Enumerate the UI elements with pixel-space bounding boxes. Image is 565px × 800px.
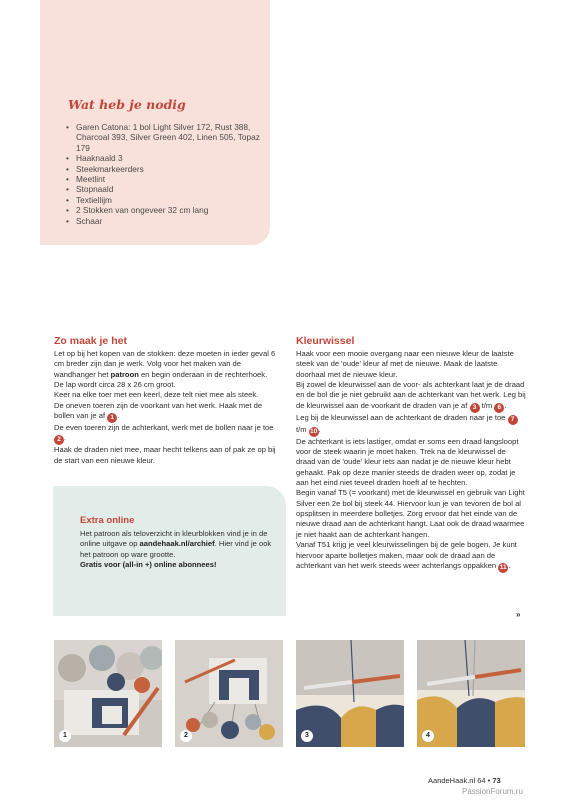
archive-link[interactable]: aandehaak.nl/archief <box>139 539 215 549</box>
list-item: • Meetlint <box>64 174 264 184</box>
step-number-badge: 10 <box>310 427 318 435</box>
photo-number-badge: 4 <box>422 730 434 742</box>
materials-title: Wat heb je nodig <box>68 97 186 112</box>
color-change-paragraph: Bij zowel de kleurwissel aan de voor- als achterkant laat je de draad en de bol die je niet gebruikt aan de achterkant van het werk. Leg bij de kleurwissel aan de voorkant de draden van je af 3 t/m 6 . <box>296 380 526 411</box>
howto-paragraph: Let op bij het kopen van de stokken: deze moeten in ieder geval 6 cm breder zijn dan je werk. Volg voor het maken van de wandhanger het patroon en begin onderaan in de rechterhoek. De lap wordt circa 28 x 26 cm groot. <box>54 349 276 390</box>
extra-online-title: Extra online <box>80 515 135 526</box>
howto-paragraph: De oneven toeren zijn de voorkant van het werk. Haak met de bollen van je af 1 . <box>54 400 263 422</box>
page-number: 73 <box>492 776 501 785</box>
list-item: • Stopnaald <box>64 184 264 194</box>
list-item: • Textiellijm <box>64 195 264 205</box>
color-change-paragraph: Vanaf T51 krijg je veel kleurwisselingen bij de gele bogen. Je kunt hiervoor aparte bolletjes maken, maar ook de draad aan de achterkant van het werk steeds weer achterlangs oppakken 11 . <box>296 540 517 571</box>
step-photo-4 <box>417 640 525 747</box>
watermark: PassionForum.ru <box>462 787 523 796</box>
howto-paragraph: Haak de draden niet mee, maar hecht telkens aan of pak ze op bij de start van een nieuwe kleur. <box>54 445 276 465</box>
photo-number-badge: 1 <box>59 730 71 742</box>
step-number-badge: 1 <box>107 413 117 423</box>
photo-number-badge: 2 <box>180 730 192 742</box>
continue-arrow: » <box>516 610 521 619</box>
list-item: • 2 Stokken van ongeveer 32 cm lang <box>64 205 264 215</box>
color-change-column <box>296 335 526 573</box>
step-number-badge: 6 <box>494 403 504 413</box>
color-change-paragraph: De achterkant is iets lastiger, omdat er soms een draad langsloopt voor de steek waarin je moet haken. Trek na de kleurwissel de draad van de 'oude' kleur iets aan nadat je de nieuwe kleur hebt gehaakt. Pak op deze manier steeds de draden weer op, zodat je aan het eind niet teveel draden hoeft af te hechten. <box>296 436 519 488</box>
howto-paragraph: De even toeren zijn de achterkant, werk met de bollen naar je toe 2 . <box>54 423 274 444</box>
list-item: • Schaar <box>64 216 264 226</box>
subscriber-note: Gratis voor (all-in +) online abonnees! <box>80 560 217 570</box>
step-number-badge: 11 <box>499 563 507 571</box>
materials-list <box>64 122 264 226</box>
color-change-paragraph: Haak voor een mooie overgang naar een nieuwe kleur de laatste steek van de 'oude' kleur af met de nieuwe. Maak de laatste doorhaal met de nieuwe kleur. <box>296 349 514 379</box>
footer-separator: • <box>487 776 491 785</box>
color-change-paragraph: Begin vanaf T5 (= voorkant) met de kleurwissel en gebruik van Light Silver een 2e bol bij steek 44. Hiervoor kun je van tevoren de bol al opsplitsen in meerdere bolletjes. Zorg ervoor dat het einde van de nieuwe draad aan de achterkant hangt. Laat ook de draad waarmee je niet haakt aan de achterkant hangen. <box>296 488 525 539</box>
pattern-term: patroon <box>110 369 139 379</box>
step-photo-2 <box>175 640 283 747</box>
step-number-badge: 3 <box>470 403 480 413</box>
step-photo-3 <box>296 640 404 747</box>
color-change-paragraph: Leg bij de kleurwissel aan de achterkant de draden naar je toe 7 t/m 10. <box>296 413 526 437</box>
photo-number-badge: 3 <box>301 730 313 742</box>
list-item: • Garen Catona: 1 bol Light Silver 172, Rust 388, Charcoal 393, Silver Green 402, Linen 505, Topaz 179 <box>64 122 264 153</box>
page-footer <box>428 776 501 785</box>
step-number-badge: 7 <box>508 415 518 425</box>
step-photo-1 <box>54 640 162 747</box>
howto-title: Zo maak je het <box>54 335 127 347</box>
list-item: • Steekmarkeerders <box>64 164 264 174</box>
step-number-badge: 2 <box>54 435 64 445</box>
extra-online-text: Het patroon als teloverzicht in kleurblokken vind je in de online uitgave op aandehaak.nl/archief. Hier vind je ook het patroon op ware grootte. Gratis voor (all-in +) online abonnees! <box>80 529 272 570</box>
color-change-title: Kleurwissel <box>296 335 355 347</box>
list-item: • Haaknaald 3 <box>64 153 264 163</box>
howto-paragraph: Keer na elke toer met een keerl, deze telt niet mee als steek. <box>54 390 259 400</box>
extra-online-box <box>53 486 286 616</box>
footer-site: AandeHaak.nl 64 <box>428 776 486 785</box>
instructions-column <box>54 335 276 466</box>
